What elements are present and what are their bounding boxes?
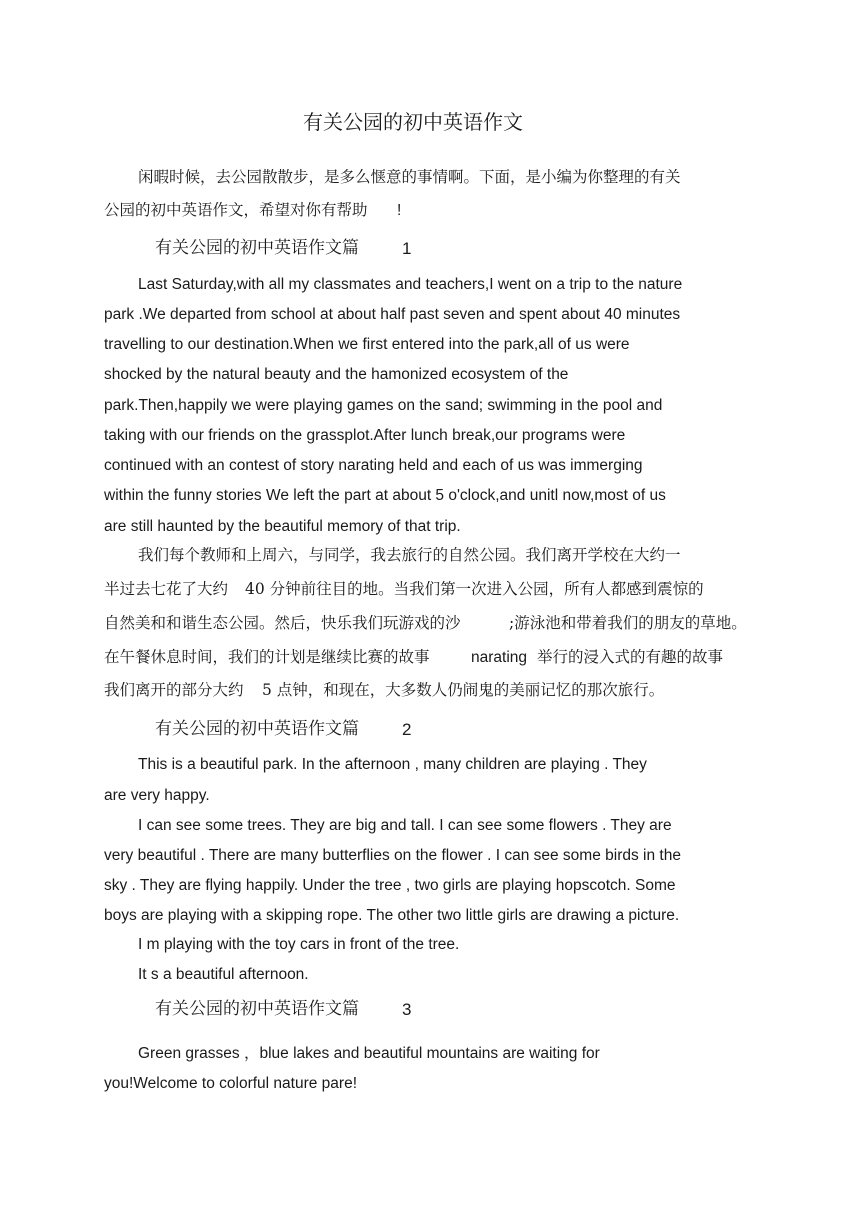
section-number: 1 <box>402 239 412 258</box>
intro-line-2: 公园的初中英语作文，希望对你有帮助 <box>104 201 368 219</box>
paragraph-line: 我们离开的部分大约 <box>104 681 244 699</box>
paragraph-line: within the funny stories We left the part at about 5 o'clock,and unitl now,most of us <box>104 487 666 504</box>
section-number: 2 <box>402 720 412 739</box>
paragraph-line: continued with an contest of story narating held and each of us was immerging <box>104 457 643 474</box>
paragraph-line: park.Then,happily we were playing games on the sand; swimming in the pool and <box>104 397 663 414</box>
paragraph-line: taking with our friends on the grassplot.After lunch break,our programs were <box>104 427 626 444</box>
paragraph-line: 自然美和和谐生态公园。然后，快乐我们玩游戏的沙 <box>104 614 461 632</box>
paragraph-line: very beautiful . There are many butterflies on the flower . I can see some birds in the <box>104 847 681 864</box>
paragraph-line: park .We departed from school at about half past seven and spent about 40 minutes <box>104 306 681 323</box>
section-number: 3 <box>402 1000 412 1019</box>
paragraph-line: narating <box>471 649 528 666</box>
paragraph-line: 在午餐休息时间，我们的计划是继续比赛的故事 <box>104 648 430 666</box>
page-title: 有关公园的初中英语作文 <box>303 110 523 134</box>
section-heading: 有关公园的初中英语作文篇 <box>155 999 359 1019</box>
section-heading: 有关公园的初中英语作文篇 <box>155 238 359 258</box>
paragraph-line: Last Saturday,with all my classmates and teachers,I went on a trip to the nature <box>138 276 683 293</box>
paragraph-line: This is a beautiful park. In the afternoon , many children are playing . They <box>138 756 647 773</box>
section-heading: 有关公园的初中英语作文篇 <box>155 719 359 739</box>
paragraph-line: 我们每个教师和上周六，与同学，我去旅行的自然公园。我们离开学校在大约一 <box>138 546 681 564</box>
paragraph-line: are very happy. <box>104 787 210 804</box>
paragraph-line: 举行的浸入式的有趣的故事 <box>537 648 724 666</box>
paragraph-line: It s a beautiful afternoon. <box>138 966 309 983</box>
paragraph-line: sky . They are flying happily. Under the tree , two girls are playing hopscotch. Some <box>104 877 676 894</box>
paragraph-line: boys are playing with a skipping rope. The other two little girls are drawing a picture. <box>104 907 680 924</box>
paragraph-line: are still haunted by the beautiful memory of that trip. <box>104 518 461 535</box>
paragraph-line: 半过去七花了大约 <box>104 580 229 598</box>
paragraph-line: Green grasses ，blue lakes and beautiful mountains are waiting for <box>138 1045 600 1062</box>
paragraph-line: travelling to our destination.When we first entered into the park,all of us were <box>104 336 630 353</box>
paragraph-line: 40 分钟前往目的地。当我们第一次进入公园，所有人都感到震惊的 <box>245 580 704 598</box>
paragraph-line: I m playing with the toy cars in front of the tree. <box>138 936 460 953</box>
intro-line-1: 闲暇时候，去公园散散步，是多么惬意的事情啊。下面，是小编为你整理的有关 <box>138 168 681 186</box>
paragraph-line: ;游泳池和带着我们的朋友的草地。 <box>509 614 747 632</box>
intro-exclamation: ! <box>397 202 402 219</box>
paragraph-line: 5 点钟，和现在，大多数人仍闹鬼的美丽记忆的那次旅行。 <box>262 681 665 699</box>
paragraph-line: shocked by the natural beauty and the hamonized ecosystem of the <box>104 366 569 383</box>
paragraph-line: I can see some trees. They are big and tall. I can see some flowers . They are <box>138 817 672 834</box>
paragraph-line: you!Welcome to colorful nature pare! <box>104 1075 358 1092</box>
